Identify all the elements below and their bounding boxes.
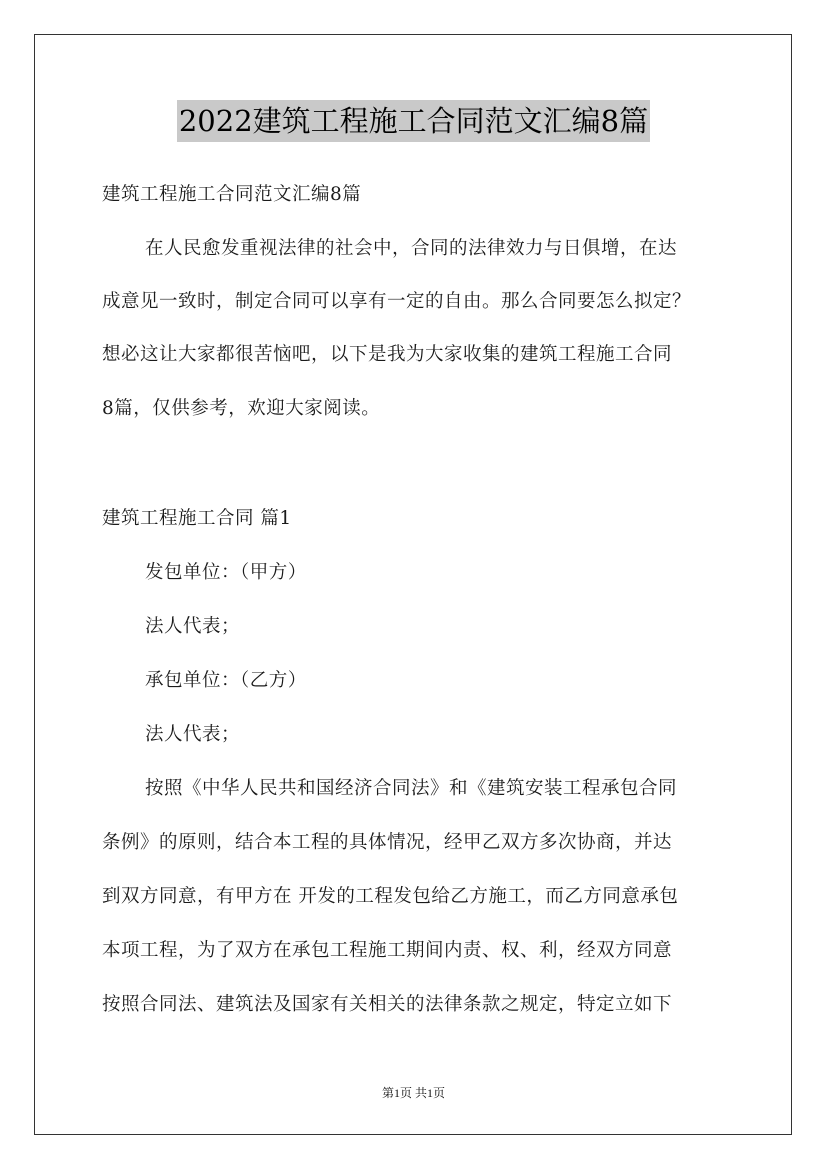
contract-field-employer-rep: 法人代表； xyxy=(145,616,241,637)
contract-field-contractor: 承包单位：（乙方） xyxy=(145,670,307,691)
contract-field-employer: 发包单位：（甲方） xyxy=(145,562,307,583)
intro-line-4: 8篇，仅供参考，欢迎大家阅读。 xyxy=(102,398,381,419)
page-number-footer: 第1页 共1页 xyxy=(381,1086,445,1100)
intro-line-1: 在人民愈发重视法律的社会中，合同的法律效力与日俱增，在达 xyxy=(145,238,678,259)
body-line-5: 按照合同法、建筑法及国家有关相关的法律条款之规定，特定立如下 xyxy=(102,994,673,1015)
body-line-3: 到双方同意，有甲方在 开发的工程发包给乙方施工，而乙方同意承包 xyxy=(102,886,679,907)
intro-line-2: 成意见一致时，制定合同可以享有一定的自由。那么合同要怎么拟定？ xyxy=(102,291,692,312)
section-heading: 建筑工程施工合同 篇1 xyxy=(102,508,292,529)
subtitle-line: 建筑工程施工合同范文汇编8篇 xyxy=(102,184,362,205)
body-line-2: 条例》的原则，结合本工程的具体情况，经甲乙双方多次协商，并达 xyxy=(102,832,673,853)
body-line-1: 按照《中华人民共和国经济合同法》和《建筑安装工程承包合同 xyxy=(145,778,678,799)
document-title: 2022建筑工程施工合同范文汇编8篇 xyxy=(177,100,650,142)
intro-line-3: 想必这让大家都很苦恼吧，以下是我为大家收集的建筑工程施工合同 xyxy=(102,344,673,365)
contract-field-contractor-rep: 法人代表； xyxy=(145,724,241,745)
title-container xyxy=(0,100,827,142)
body-line-4: 本项工程，为了双方在承包工程施工期间内责、权、利，经双方同意 xyxy=(102,940,673,961)
